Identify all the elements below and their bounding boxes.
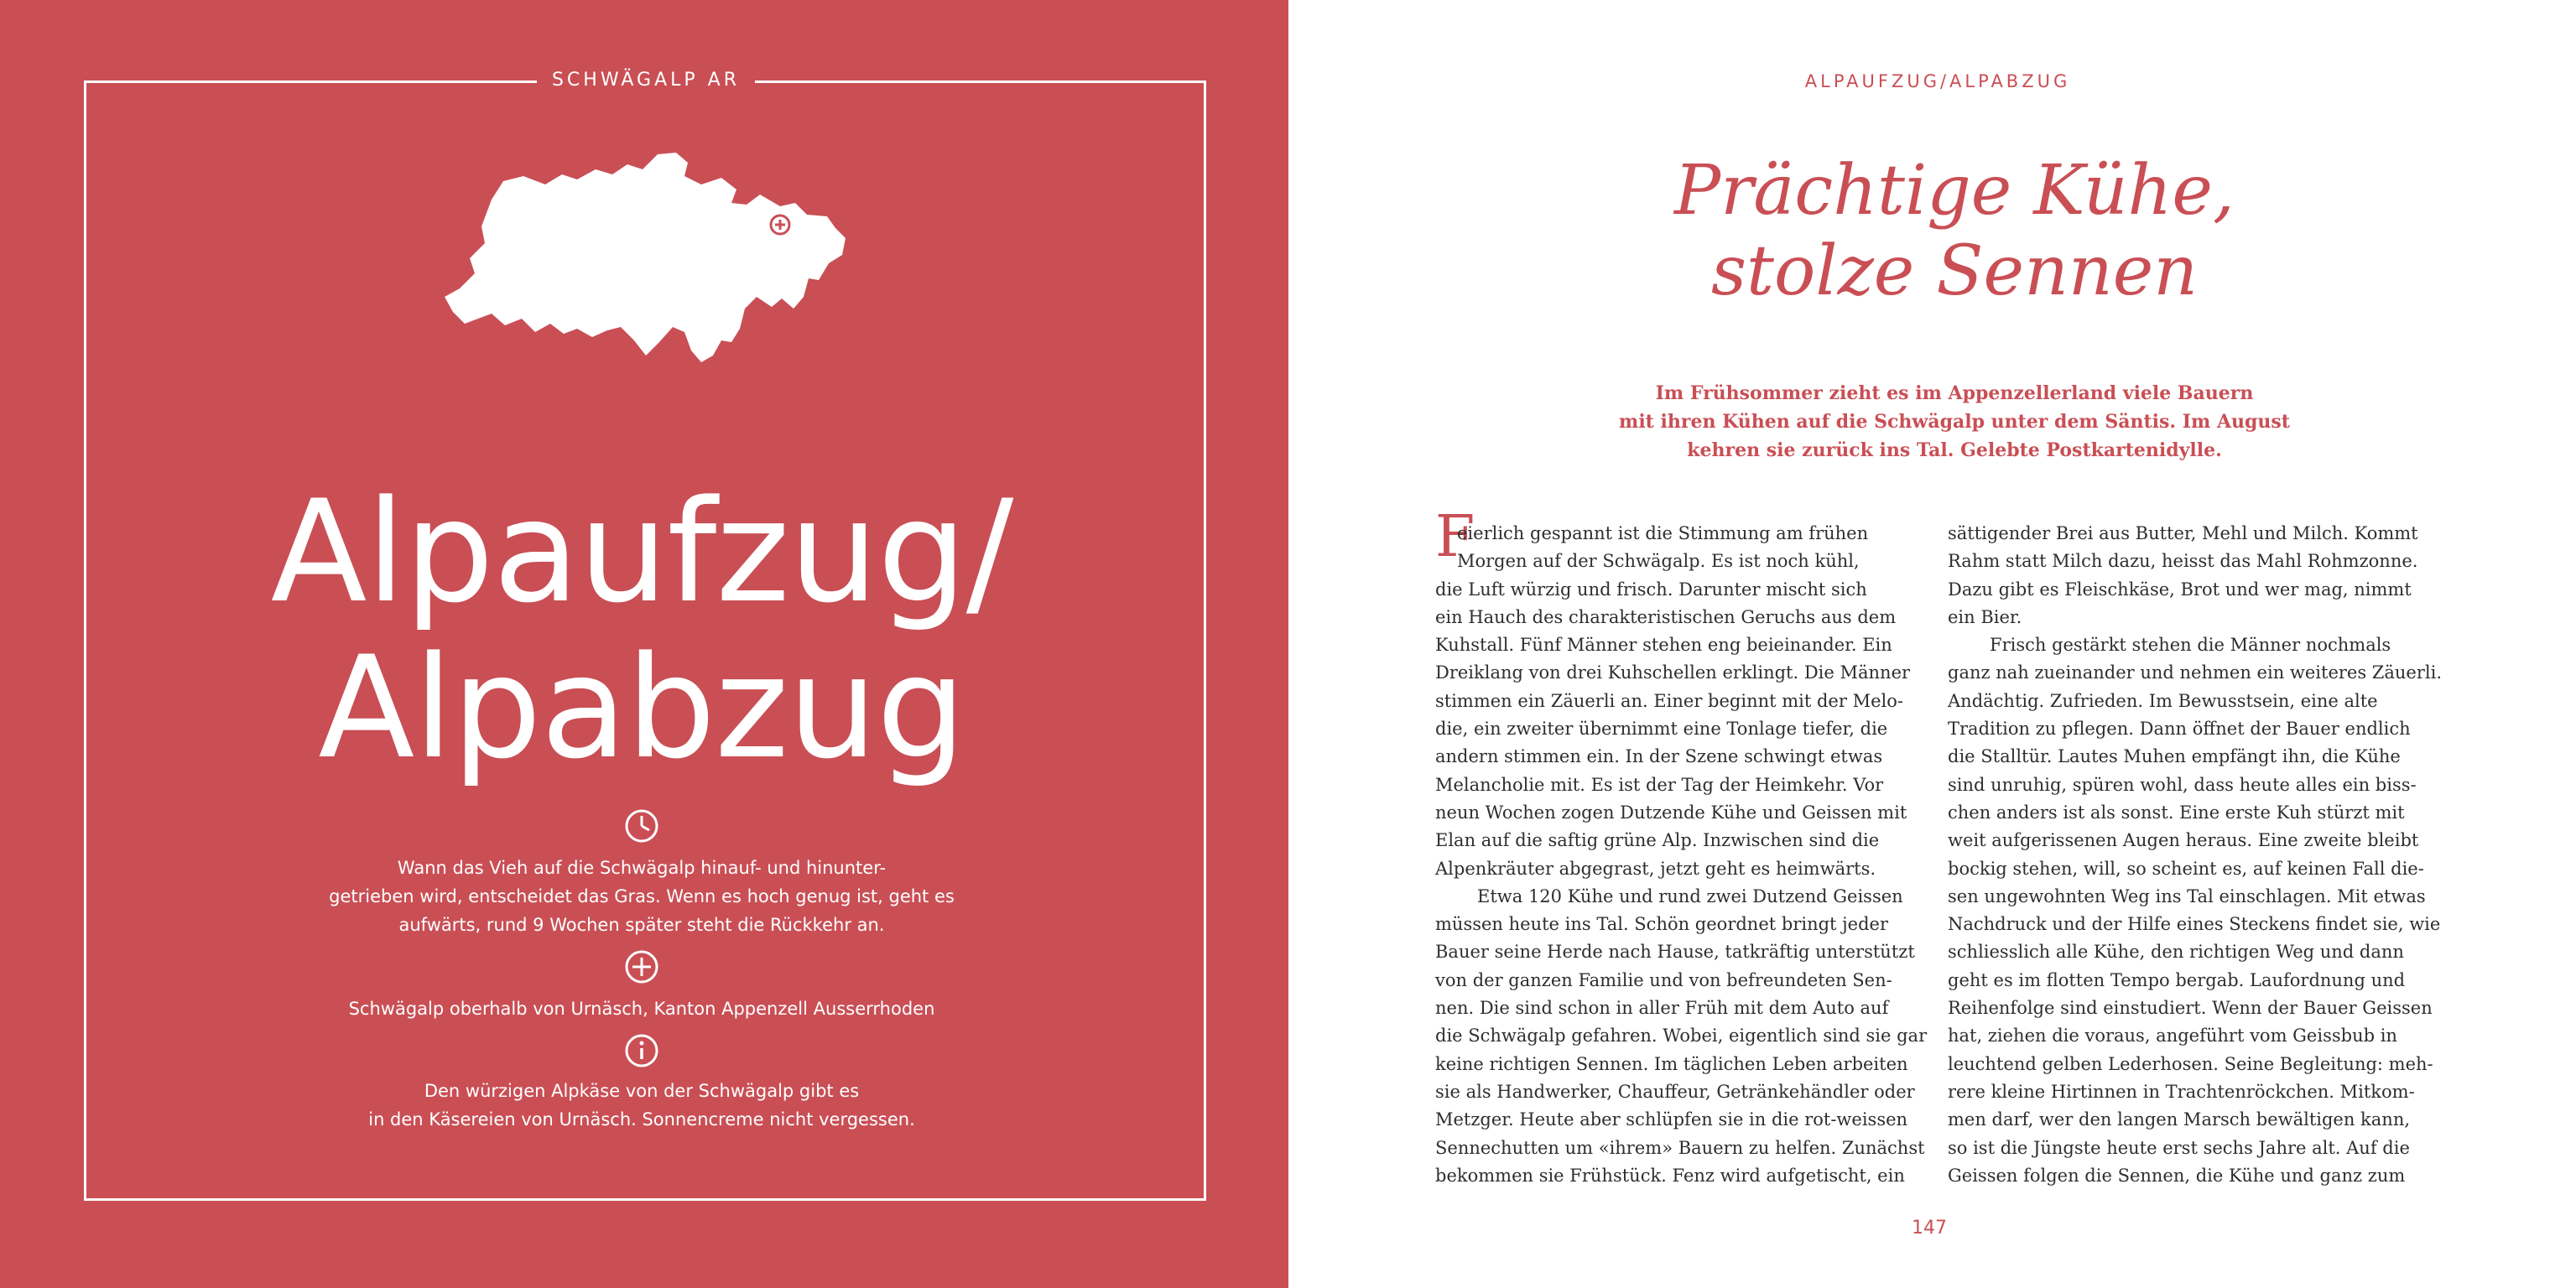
body-line: chen anders ist als sonst. Eine erste Kuh stürzt mit	[1948, 802, 2405, 823]
body-line: bockig stehen, will, so scheint es, auf keinen Fall die-	[1948, 858, 2424, 879]
clock-icon	[624, 808, 659, 844]
article-headline	[1535, 151, 2374, 312]
body-line: Frisch gestärkt stehen die Männer nochmals	[1990, 635, 2391, 656]
body-line: ein Bier.	[1948, 606, 2022, 627]
body-line: Metzger. Heute aber schlüpfen sie in die rot-weissen	[1435, 1109, 1908, 1130]
body-line: ein Hauch des charakteristischen Geruchs aus dem	[1435, 606, 1897, 627]
body-line: hat, ziehen die voraus, angeführt vom Geissbub in	[1948, 1026, 2397, 1046]
drop-cap: F	[1435, 504, 1475, 570]
body-line: Elan auf die saftig grüne Alp. Inzwischen sind die	[1435, 830, 1880, 851]
tips-line-1: Den würzigen Alpkäse von der Schwägalp gibt es	[424, 1081, 860, 1101]
body-line: die Stalltür. Lautes Muhen empfängt ihn, die Kühe	[1948, 746, 2401, 767]
body-line: Nachdruck und der Hilfe eines Steckens findet sie, wie	[1948, 914, 2441, 935]
section-tag: SCHWÄGALP AR	[537, 67, 755, 94]
tips-line-2: in den Käsereien von Urnäsch. Sonnencreme nicht vergessen.	[368, 1109, 915, 1130]
page-number: 147	[1912, 1218, 1947, 1239]
crosshair-icon	[624, 949, 659, 984]
body-line: Melancholie mit. Es ist der Tag der Heimkehr. Vor	[1435, 774, 1884, 795]
article-lead	[1552, 379, 2357, 465]
body-line: die Luft würzig und frisch. Darunter mischt sich	[1435, 579, 1867, 600]
body-line: Kuhstall. Fünf Männer stehen eng beieinander. Ein	[1435, 635, 1892, 656]
title-line-1: Alpaufzug/	[270, 470, 1013, 634]
body-line: rere kleine Hirtinnen in Trachtenröckchen. Mitkom-	[1948, 1081, 2415, 1102]
body-line: Dreiklang von drei Kuhschellen erklingt. Die Männer	[1435, 662, 1911, 683]
body-line: Bauer seine Herde nach Hause, tatkräftig unterstützt	[1435, 942, 1915, 963]
body-line: ganz nah zueinander und nehmen ein weiteres Zäuerli.	[1948, 662, 2443, 683]
body-line: Dazu gibt es Fleischkäse, Brot und wer mag, nimmt	[1948, 579, 2412, 600]
body-line: müssen heute ins Tal. Schön geordnet bringt jeder	[1435, 914, 1889, 935]
title-line-2: Alpabzug	[318, 626, 965, 790]
body-column-right	[1948, 520, 2451, 1190]
body-line: Andächtig. Zufrieden. Im Bewusstsein, eine alte	[1948, 690, 2378, 711]
page-title	[126, 470, 1158, 790]
headline-line-1: Prächtige Kühe,	[1674, 151, 2235, 231]
body-line: Rahm statt Milch dazu, heisst das Mahl Rohmzonne.	[1948, 551, 2418, 572]
body-line: eierlich gespannt ist die Stimmung am frühen	[1457, 523, 1869, 543]
body-line: Alpenkräuter abgegrast, jetzt geht es heimwärts.	[1435, 858, 1876, 879]
tips-info	[252, 1077, 1032, 1134]
body-line: schliesslich alle Kühe, den richtigen Weg und dann	[1948, 942, 2404, 963]
body-line: bekommen sie Frühstück. Fenz wird aufgetischt, ein	[1435, 1165, 1905, 1186]
body-line: leuchtend gelben Lederhosen. Seine Begleitung: meh-	[1948, 1053, 2433, 1074]
switzerland-map-icon	[436, 151, 856, 428]
location-info	[252, 995, 1032, 1023]
lead-line-1: Im Frühsommer zieht es im Appenzellerland viele Bauern	[1655, 382, 2254, 404]
body-line: von der ganzen Familie und von befreundeten Sen-	[1435, 969, 1892, 990]
body-line: Reihenfolge sind einstudiert. Wenn der Bauer Geissen	[1948, 998, 2433, 1019]
location-line: Schwägalp oberhalb von Urnäsch, Kanton Appenzell Ausserrhoden	[348, 999, 935, 1019]
time-line-3: aufwärts, rund 9 Wochen später steht die Rückkehr an.	[398, 915, 885, 935]
body-line: sind unruhig, spüren wohl, dass heute alles ein biss-	[1948, 774, 2417, 795]
time-info	[252, 854, 1032, 939]
body-line: die Schwägalp gefahren. Wobei, eigentlich sind sie gar	[1435, 1026, 1928, 1046]
body-line: sie als Handwerker, Chauffeur, Getränkehändler oder	[1435, 1081, 1915, 1102]
body-line: keine richtigen Sennen. Im täglichen Leben arbeiten	[1435, 1053, 1908, 1074]
running-header: ALPAUFZUG/ALPABZUG	[1804, 71, 2071, 91]
body-line: nen. Die sind schon in aller Früh mit dem Auto auf	[1435, 998, 1889, 1019]
body-line: men darf, wer den langen Marsch bewältigen kann,	[1948, 1109, 2411, 1130]
headline-line-2: stolze Sennen	[1710, 231, 2199, 311]
lead-line-3: kehren sie zurück ins Tal. Gelebte Postkartenidylle.	[1687, 439, 2222, 461]
body-line: Sennechutten um «ihrem» Bauern zu helfen. Zunächst	[1435, 1137, 1925, 1158]
body-line: neun Wochen zogen Dutzende Kühe und Geissen mit	[1435, 802, 1907, 823]
time-line-2: getrieben wird, entscheidet das Gras. Wenn es hoch genug ist, geht es	[329, 886, 955, 906]
body-line: andern stimmen ein. In der Szene schwingt etwas	[1435, 746, 1883, 767]
body-line: Etwa 120 Kühe und rund zwei Dutzend Geissen	[1477, 886, 1903, 906]
body-line: weit aufgerissenen Augen heraus. Eine zweite bleibt	[1948, 830, 2419, 851]
body-line: Geissen folgen die Sennen, die Kühe und ganz zum	[1948, 1165, 2406, 1186]
body-line: geht es im flotten Tempo bergab. Laufordnung und	[1948, 969, 2406, 990]
body-column-left	[1435, 520, 1939, 1190]
lead-line-2: mit ihren Kühen auf die Schwägalp unter dem Säntis. Im August	[1619, 411, 2290, 433]
body-line: so ist die Jüngste heute erst sechs Jahre alt. Auf die	[1948, 1137, 2410, 1158]
body-line: stimmen ein Zäuerli an. Einer beginnt mit der Melo-	[1435, 690, 1903, 711]
body-line: die, ein zweiter übernimmt eine Tonlage tiefer, die	[1435, 719, 1888, 740]
body-line: sen ungewohnten Weg ins Tal einschlagen. Mit etwas	[1948, 886, 2426, 906]
info-icon	[624, 1033, 659, 1068]
time-line-1: Wann das Vieh auf die Schwägalp hinauf- und hinunter-	[397, 858, 887, 878]
body-line: Morgen auf der Schwägalp. Es ist noch kühl,	[1457, 551, 1860, 572]
body-line: sättigender Brei aus Butter, Mehl und Milch. Kommt	[1948, 523, 2418, 543]
body-line: Tradition zu pflegen. Dann öffnet der Bauer endlich	[1948, 719, 2411, 740]
